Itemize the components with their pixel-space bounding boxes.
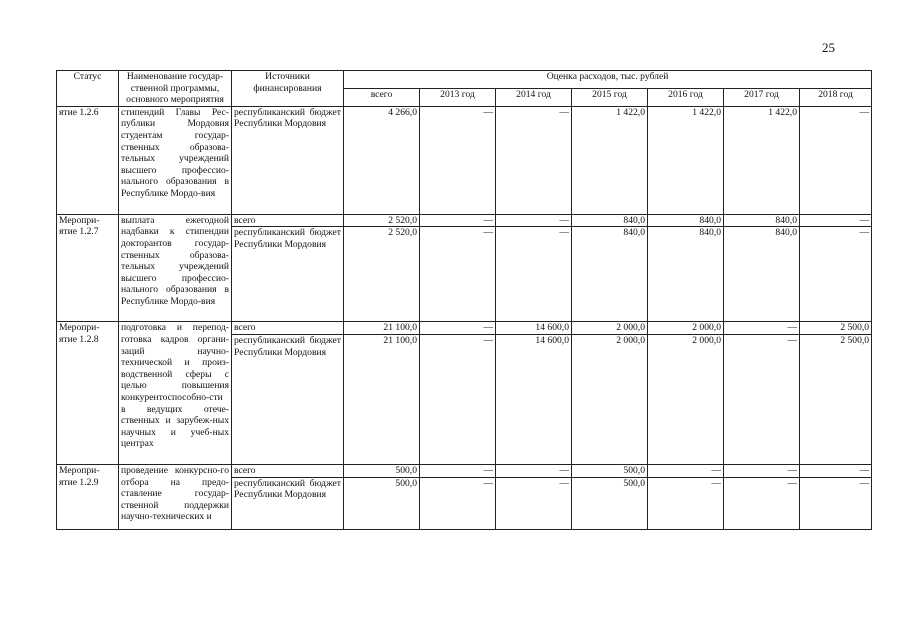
row-amount: —	[420, 322, 496, 335]
row-amount: 500,0	[572, 464, 648, 477]
row-status: ятие 1.2.6	[57, 106, 119, 214]
row-amount: 1 422,0	[724, 106, 800, 214]
row-activity-name: проведение конкурсно-го отбора на предо-ставление государ-ственной поддержки научно-технических и	[119, 464, 232, 529]
row-amount: —	[496, 477, 572, 529]
row-amount: —	[724, 322, 800, 335]
row-amount: —	[420, 334, 496, 464]
row-activity-name: подготовка и перепод-готовка кадров органи-заций научно-технической и произ-водственной сферы с целью повышения конкурентоспособно-сти в ведущих отече-ственных и зарубеж-ных научных и учеб-ных центрах	[119, 322, 232, 465]
row-amount: 840,0	[648, 227, 724, 322]
header-year: 2017 год	[724, 88, 800, 106]
row-amount: 840,0	[724, 227, 800, 322]
header-name: Наименование государ-ственной программы, основного мероприятия	[119, 71, 232, 107]
row-amount: 2 520,0	[344, 227, 420, 322]
page-number: 25	[822, 40, 835, 55]
row-funding-source: республиканский бюджет Республики Мордовия	[232, 477, 344, 529]
row-amount: 14 600,0	[496, 334, 572, 464]
row-amount: —	[496, 214, 572, 227]
table-row	[57, 106, 872, 214]
table-row	[57, 214, 872, 227]
row-amount: 21 100,0	[344, 334, 420, 464]
row-funding-source: республиканский бюджет Республики Мордовия	[232, 227, 344, 322]
table-body	[57, 106, 872, 529]
row-status: Меропри-ятие 1.2.8	[57, 322, 119, 465]
row-amount: —	[724, 464, 800, 477]
row-amount: —	[800, 214, 872, 227]
row-amount: 2 000,0	[648, 334, 724, 464]
row-funding-source: всего	[232, 214, 344, 227]
row-amount: —	[420, 214, 496, 227]
row-amount: 500,0	[344, 477, 420, 529]
row-amount: 840,0	[572, 214, 648, 227]
row-amount: 2 000,0	[572, 322, 648, 335]
row-amount: 2 000,0	[572, 334, 648, 464]
row-amount: 2 500,0	[800, 322, 872, 335]
row-amount: —	[800, 227, 872, 322]
row-amount: —	[496, 227, 572, 322]
row-status: Меропри-ятие 1.2.7	[57, 214, 119, 322]
header-year: 2018 год	[800, 88, 872, 106]
row-amount: —	[648, 464, 724, 477]
row-amount: 1 422,0	[572, 106, 648, 214]
row-amount: 840,0	[724, 214, 800, 227]
row-amount: —	[420, 227, 496, 322]
row-funding-source: всего	[232, 464, 344, 477]
row-amount: 14 600,0	[496, 322, 572, 335]
row-funding-source: республиканский бюджет Республики Мордовия	[232, 106, 344, 214]
table-row	[57, 322, 872, 335]
row-status: Меропри-ятие 1.2.9	[57, 464, 119, 529]
row-amount: —	[420, 464, 496, 477]
header-status: Статус	[57, 71, 119, 107]
row-amount: 840,0	[572, 227, 648, 322]
row-amount: —	[724, 334, 800, 464]
row-amount: —	[420, 477, 496, 529]
row-amount: —	[724, 477, 800, 529]
expense-table	[56, 70, 872, 530]
row-amount: —	[800, 464, 872, 477]
row-amount: —	[420, 106, 496, 214]
row-amount: 840,0	[648, 214, 724, 227]
header-source: Источники финансирования	[232, 71, 344, 107]
row-funding-source: всего	[232, 322, 344, 335]
header-year: 2015 год	[572, 88, 648, 106]
header-year: 2016 год	[648, 88, 724, 106]
header-estimate: Оценка расходов, тыс. рублей	[344, 71, 872, 89]
row-amount: 500,0	[344, 464, 420, 477]
row-amount: —	[800, 106, 872, 214]
row-activity-name: выплата ежегодной надбавки к стипендии докторантов государ-ственных образова-тельных учреждений высшего профессио-нального образования в Республике Мордо-вия	[119, 214, 232, 322]
row-amount: 21 100,0	[344, 322, 420, 335]
header-year: 2013 год	[420, 88, 496, 106]
header-year: всего	[344, 88, 420, 106]
row-funding-source: республиканский бюджет Республики Мордовия	[232, 334, 344, 464]
row-amount: —	[800, 477, 872, 529]
row-amount: 4 266,0	[344, 106, 420, 214]
header-row-top	[57, 71, 872, 89]
row-amount: —	[496, 106, 572, 214]
row-amount: 2 500,0	[800, 334, 872, 464]
row-amount: 1 422,0	[648, 106, 724, 214]
header-year: 2014 год	[496, 88, 572, 106]
table-row	[57, 464, 872, 477]
row-amount: —	[648, 477, 724, 529]
row-amount: 2 000,0	[648, 322, 724, 335]
row-amount: 2 520,0	[344, 214, 420, 227]
row-amount: —	[496, 464, 572, 477]
row-amount: 500,0	[572, 477, 648, 529]
row-activity-name: стипендий Главы Рес-публики Мордовия студентам государ-ственных образова-тельных учреждений высшего профессио-нального образования в Республике Мордо-вия	[119, 106, 232, 214]
